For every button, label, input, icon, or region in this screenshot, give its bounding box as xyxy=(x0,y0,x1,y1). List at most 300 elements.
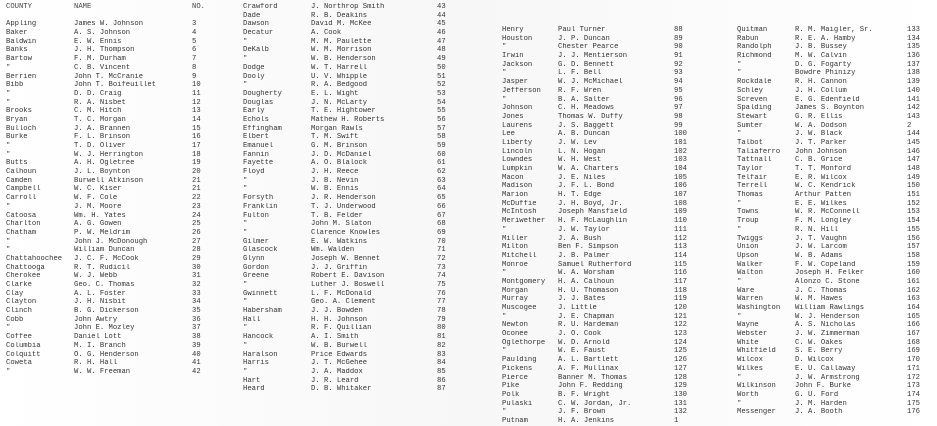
cell-no: 127 xyxy=(674,364,687,373)
cell-no: 118 xyxy=(674,286,687,295)
cell-name: W. F. Cole xyxy=(74,194,118,203)
cell-county: Clayton xyxy=(6,298,37,307)
cell-no: 51 xyxy=(437,72,446,81)
cell-name: J. A. Bush xyxy=(558,234,602,243)
cell-county: Crawford xyxy=(243,3,278,11)
cell-name: L. F. McDonald xyxy=(311,289,372,298)
cell-county: Clinch xyxy=(6,307,32,316)
cell-no: 46 xyxy=(437,29,446,38)
cell-county: Baker xyxy=(6,29,28,38)
cell-no: 74 xyxy=(437,272,446,281)
cell-county: White xyxy=(737,338,759,347)
cell-name: J. H. Thompson xyxy=(74,46,135,55)
cell-no: 90 xyxy=(674,43,683,52)
cell-county: Appling xyxy=(6,20,37,29)
cell-no: 132 xyxy=(674,408,687,417)
cell-no: 117 xyxy=(674,277,687,286)
cell-no: 146 xyxy=(907,147,920,156)
cell-no: 110 xyxy=(674,217,687,226)
cell-no: 126 xyxy=(674,356,687,365)
cell-name: J. F. L. Bond xyxy=(558,182,615,191)
cell-name: R. U. Hardeman xyxy=(558,321,619,330)
cell-county: Camden xyxy=(6,176,32,185)
cell-no: 176 xyxy=(907,408,920,417)
cell-county: Pickens xyxy=(502,364,533,373)
cell-no: 77 xyxy=(437,298,446,307)
cell-county: Newton xyxy=(502,321,528,330)
cell-county: " xyxy=(6,89,11,98)
cell-no: 58 xyxy=(437,133,446,142)
header-county: COUNTY xyxy=(6,3,32,11)
cell-county: " xyxy=(6,150,11,159)
cell-name: J. W. Taylor xyxy=(558,225,610,234)
cell-no: 170 xyxy=(907,356,920,365)
cell-no: 61 xyxy=(437,159,446,168)
cell-county: " xyxy=(243,341,248,350)
cell-name: B. G. Dickerson xyxy=(74,307,139,316)
cell-county: Dooly xyxy=(243,72,265,81)
cell-county: Gilmer xyxy=(243,237,269,246)
cell-county: Montgomery xyxy=(502,277,546,286)
cell-name: R. A. Bedgood xyxy=(311,81,368,90)
cell-county: DeKalb xyxy=(243,46,269,55)
cell-name: J. Northrop Smith xyxy=(311,3,385,11)
cell-name: J. H. Nisbit xyxy=(74,298,126,307)
cell-no: 134 xyxy=(907,34,920,43)
cell-name: W. D. Arnold xyxy=(558,338,610,347)
cell-name: R. H. Cannon xyxy=(795,78,847,87)
cell-name: Price Edwards xyxy=(311,350,368,359)
cell-name: Joseph W. Bennet xyxy=(311,254,381,263)
cell-name: W. B. Ennis xyxy=(311,185,359,194)
cell-no: 18 xyxy=(192,150,201,159)
header-name: NAME xyxy=(74,3,92,11)
cell-no: 34 xyxy=(192,298,201,307)
cell-county: Charlton xyxy=(6,220,41,229)
cell-name: W. J. Henderson xyxy=(795,312,860,321)
cell-no: 50 xyxy=(437,63,446,72)
cell-name: G. R. Ellis xyxy=(795,112,843,121)
cell-no: 6 xyxy=(192,46,197,55)
cell-name: R. A. Nisbet xyxy=(74,98,126,107)
cell-county: Lumpkin xyxy=(502,165,533,173)
cell-name: John E. Mozley xyxy=(74,324,135,333)
cell-no: 69 xyxy=(437,228,446,237)
cell-no: 152 xyxy=(907,199,920,208)
cell-no: 10 xyxy=(192,81,201,90)
cell-county: Brooks xyxy=(6,107,32,116)
cell-name: M. W. Calvin xyxy=(795,52,847,61)
cell-no: 64 xyxy=(437,185,446,194)
cell-no: 114 xyxy=(674,251,687,260)
cell-no: 78 xyxy=(437,307,446,316)
cell-county: Gwinnett xyxy=(243,289,278,298)
cell-no: 15 xyxy=(192,124,201,133)
cell-name: H. A. Calhoun xyxy=(558,277,615,286)
cell-name: W. T. Harrell xyxy=(311,63,368,72)
cell-no: 105 xyxy=(674,173,687,182)
cell-name: W. R. McConnell xyxy=(795,208,860,217)
cell-no: 40 xyxy=(192,350,201,359)
cell-no: 95 xyxy=(674,86,683,95)
cell-name: D. B. Whitaker xyxy=(311,385,372,394)
cell-name: P. W. Meldrim xyxy=(74,228,131,237)
cell-name: W. C. Kiser xyxy=(74,185,122,194)
cell-county: Echols xyxy=(243,115,269,124)
cell-name: Wm. Walden xyxy=(311,246,355,255)
cell-no: 155 xyxy=(907,225,920,234)
cell-name: W. A. Charters xyxy=(558,165,619,173)
cell-no: 70 xyxy=(437,237,446,246)
cell-county: Pike xyxy=(502,382,520,391)
cell-no: 174 xyxy=(907,390,920,399)
cell-county: Jones xyxy=(502,112,524,121)
cell-county: " xyxy=(502,408,507,417)
cell-name: Samuel Rutherford xyxy=(558,260,632,269)
cell-no: 83 xyxy=(437,350,446,359)
cell-no: 106 xyxy=(674,182,687,191)
cell-county: Calhoun xyxy=(6,168,37,177)
cell-county: Jackson xyxy=(502,60,533,69)
cell-no: 48 xyxy=(437,46,446,55)
cell-name: J. H. Reece xyxy=(311,168,359,177)
cell-county: Clarke xyxy=(6,281,32,289)
cell-no: 92 xyxy=(674,60,683,69)
cell-county: Coweta xyxy=(6,359,32,368)
cell-name: A. L. Bartlett xyxy=(558,356,619,365)
cell-county: Glascock xyxy=(243,246,278,255)
cell-county: Stewart xyxy=(737,112,768,121)
cell-no: 91 xyxy=(674,52,683,61)
cell-name: T. D. Oliver xyxy=(74,142,126,150)
cell-county: Harris xyxy=(243,359,269,368)
cell-name: Arthur Patten xyxy=(795,191,852,200)
cell-no: 171 xyxy=(907,364,920,373)
cell-county: " xyxy=(243,281,248,289)
cell-county: Effingham xyxy=(243,124,282,133)
cell-county: " xyxy=(502,347,507,356)
cell-county: Cherokee xyxy=(6,272,41,281)
cell-no: 98 xyxy=(674,112,683,121)
cell-no: 54 xyxy=(437,98,446,107)
cell-county: Screven xyxy=(737,95,768,104)
cell-name: Paul Turner xyxy=(558,26,606,34)
cell-no: 102 xyxy=(674,147,687,156)
cell-name: H. F. McLaughlin xyxy=(558,217,628,226)
cell-county: Dougherty xyxy=(243,89,282,98)
cell-name: J. J. Bowden xyxy=(311,307,363,316)
cell-county: Butts xyxy=(6,159,28,168)
cell-county: Troup xyxy=(737,217,759,226)
cell-county: Milton xyxy=(502,243,528,252)
cell-no: 38 xyxy=(192,333,201,342)
cell-no: 165 xyxy=(907,312,920,321)
cell-no: 160 xyxy=(907,269,920,278)
cell-county: Polk xyxy=(502,390,520,399)
cell-no: 57 xyxy=(437,124,446,133)
cell-county: Pierce xyxy=(502,373,528,382)
cell-name: H. H. Johnson xyxy=(311,315,368,324)
cell-no: 9 xyxy=(192,72,197,81)
cell-county: " xyxy=(243,367,248,376)
cell-no: 159 xyxy=(907,260,920,269)
cell-name: Alonzo C. Stone xyxy=(795,277,860,286)
cell-no: 29 xyxy=(192,254,201,263)
cell-county: Glynn xyxy=(243,254,265,263)
cell-county: Morgan xyxy=(502,286,528,295)
cell-county: Colquitt xyxy=(6,350,41,359)
cell-county: " xyxy=(243,298,248,307)
cell-no: 96 xyxy=(674,95,683,104)
cell-county: Monroe xyxy=(502,260,528,269)
cell-county: Clay xyxy=(6,289,24,298)
header-no: NO. xyxy=(192,3,205,11)
cell-name: D. D. Craig xyxy=(74,89,122,98)
cell-county: Terrell xyxy=(737,182,768,191)
cell-name: John J. McDonough xyxy=(74,237,148,246)
cell-name: James W. Johnson xyxy=(74,20,144,29)
cell-name: Wm. H. Yates xyxy=(74,211,126,220)
cell-no: 157 xyxy=(907,243,920,252)
cell-no: 149 xyxy=(907,173,920,182)
cell-name: John M. Slaton xyxy=(311,220,372,229)
cell-name: A. S. Nicholas xyxy=(795,321,856,330)
cell-no: 124 xyxy=(674,338,687,347)
cell-county: Forsyth xyxy=(243,194,274,203)
cell-name: A. G. Gowen xyxy=(74,220,122,229)
cell-county: Quitman xyxy=(737,26,768,34)
cell-name: A. L. Foster xyxy=(74,289,126,298)
cell-no: 100 xyxy=(674,130,687,139)
cell-county: Laurens xyxy=(502,121,533,130)
cell-county: Chatham xyxy=(6,228,37,237)
cell-county: Hart xyxy=(243,376,261,385)
cell-name: J. B. Nevin xyxy=(311,176,359,185)
cell-name: J. D. McDaniel xyxy=(311,150,372,159)
cell-county: Putnam xyxy=(502,416,528,425)
cell-no: 85 xyxy=(437,367,446,376)
cell-name: C. W. Jordan, Jr. xyxy=(558,399,632,408)
cell-no: 73 xyxy=(437,263,446,272)
cell-no: 26 xyxy=(192,228,201,237)
cell-name: R. B. Deakins xyxy=(311,11,368,20)
cell-name: J. E. Niles xyxy=(558,173,606,182)
cell-county: " xyxy=(6,142,11,150)
cell-county: Houston xyxy=(502,34,533,43)
cell-name: E. U. Callaway xyxy=(795,364,856,373)
cell-county: Miller xyxy=(502,234,528,243)
cell-no: 121 xyxy=(674,312,687,321)
cell-no: 172 xyxy=(907,373,920,382)
cell-county: " xyxy=(737,225,742,234)
cell-no: 175 xyxy=(907,399,920,408)
cell-no: 13 xyxy=(192,107,201,116)
cell-no: 169 xyxy=(907,347,920,356)
cell-no: 86 xyxy=(437,376,446,385)
cell-no: 161 xyxy=(907,277,920,286)
cell-name: F. L. Brinson xyxy=(74,133,131,142)
cell-county: Towns xyxy=(737,208,759,217)
cell-county: Baldwin xyxy=(6,37,37,46)
cell-no: 130 xyxy=(674,390,687,399)
cell-name: J. J. Bates xyxy=(558,295,606,304)
cell-name: A. O. Blalock xyxy=(311,159,368,168)
cell-no: 167 xyxy=(907,330,920,339)
cell-name: T. B. Felder xyxy=(311,211,363,220)
cell-name: Clarence Knowles xyxy=(311,228,381,237)
cell-name: E. E. Wilkes xyxy=(795,199,847,208)
cell-name: Bowdre Phinizy xyxy=(795,69,856,78)
cell-county: Douglas xyxy=(243,98,274,107)
cell-name: J. B. Bussey xyxy=(795,43,847,52)
cell-county: Oconee xyxy=(502,330,528,339)
cell-county: Burke xyxy=(6,133,28,142)
cell-county: " xyxy=(6,367,11,376)
cell-no: 148 xyxy=(907,165,920,173)
cell-no: 43 xyxy=(437,3,446,11)
cell-no: 20 xyxy=(192,168,201,177)
cell-name: C. B. Grice xyxy=(795,156,843,165)
cell-name: A. F. Mullinax xyxy=(558,364,619,373)
cell-name: J. E. Chapman xyxy=(558,312,615,321)
cell-name: W. A. Dodson xyxy=(795,121,847,130)
cell-county: Richmond xyxy=(737,52,772,61)
cell-no: 125 xyxy=(674,347,687,356)
cell-no: 33 xyxy=(192,289,201,298)
cell-no: 84 xyxy=(437,359,446,368)
cell-name: John F. Redding xyxy=(558,382,623,391)
cell-name: J. W. Larcom xyxy=(795,243,847,252)
cell-name: R. M. Maigler, Sr. xyxy=(795,26,873,34)
cell-no: 89 xyxy=(674,34,683,43)
cell-name: J. A. Brannen xyxy=(74,124,131,133)
cell-county: Fannin xyxy=(243,150,269,159)
cell-no: 67 xyxy=(437,211,446,220)
cell-county: Liberty xyxy=(502,138,533,147)
cell-no: 45 xyxy=(437,20,446,29)
cell-county: Carroll xyxy=(6,194,37,203)
cell-no: 59 xyxy=(437,142,446,150)
cell-name: W. B. Burwell xyxy=(311,341,368,350)
cell-county: Telfair xyxy=(737,173,768,182)
cell-no: 99 xyxy=(674,121,683,130)
cell-county: Spalding xyxy=(737,104,772,113)
cell-no: 151 xyxy=(907,191,920,200)
cell-county: Fayette xyxy=(243,159,274,168)
cell-county: Union xyxy=(737,243,759,252)
cell-county: Rabun xyxy=(737,34,759,43)
cell-no: 115 xyxy=(674,260,687,269)
cell-no: 42 xyxy=(192,367,201,376)
cell-no: 81 xyxy=(437,333,446,342)
cell-name: T. M. Swift xyxy=(311,133,359,142)
cell-county: " xyxy=(737,60,742,69)
cell-name: T. E. Hightower xyxy=(311,107,376,116)
cell-name: J. T. Vaughn xyxy=(795,234,847,243)
cell-county: Lee xyxy=(502,130,515,139)
cell-no: 164 xyxy=(907,304,920,312)
cell-no: 30 xyxy=(192,263,201,272)
cell-no: 62 xyxy=(437,168,446,177)
cell-no: 31 xyxy=(192,272,201,281)
cell-no: 88 xyxy=(674,26,683,34)
cell-county: Bartow xyxy=(6,55,32,64)
cell-county: Catoosa xyxy=(6,211,37,220)
cell-county: " xyxy=(6,246,11,255)
cell-county: Chattooga xyxy=(6,263,45,272)
cell-name: J. C. F. McCook xyxy=(74,254,139,263)
cell-county: Ware xyxy=(737,286,755,295)
cell-name: W. J. McMichael xyxy=(558,78,623,87)
cell-county: Tattnall xyxy=(737,156,772,165)
cell-name: T. T. Monford xyxy=(795,165,852,173)
cell-name: O. G. Henderson xyxy=(74,350,139,359)
cell-no: 143 xyxy=(907,112,920,121)
cell-county: " xyxy=(502,69,507,78)
cell-county: Columbia xyxy=(6,341,41,350)
cell-no: 12 xyxy=(192,98,201,107)
cell-county: Warren xyxy=(737,295,763,304)
cell-name: J. N. McLarty xyxy=(311,98,368,107)
cell-name: D. Wilcox xyxy=(795,356,834,365)
cell-name: J. B. Palmer xyxy=(558,251,610,260)
cell-name: J. J. Mentierson xyxy=(558,52,628,61)
cell-name: J. T. Parker xyxy=(795,138,847,147)
cell-county: Campbell xyxy=(6,185,41,194)
cell-name: W. M. Hawes xyxy=(795,295,843,304)
cell-county: Rockdale xyxy=(737,78,772,87)
cell-name: J. A. Booth xyxy=(795,408,843,417)
cell-name: M. M. Paulette xyxy=(311,37,372,46)
cell-no: 16 xyxy=(192,133,201,142)
cell-name: T. C. Morgan xyxy=(74,115,126,124)
cell-county: Meriwether xyxy=(502,217,546,226)
cell-name: Geo. A. Clement xyxy=(311,298,376,307)
cell-county: " xyxy=(737,277,742,286)
cell-no: 108 xyxy=(674,199,687,208)
cell-no: 63 xyxy=(437,176,446,185)
cell-no: 173 xyxy=(907,382,920,391)
cell-county: Cobb xyxy=(6,315,24,324)
cell-name: H. A. Jenkins xyxy=(558,416,615,425)
cell-name: R. N. Hill xyxy=(795,225,839,234)
cell-county: Webster xyxy=(737,330,768,339)
cell-county: Berrien xyxy=(6,72,37,81)
cell-no: 135 xyxy=(907,43,920,52)
cell-name: A. S. Johnson xyxy=(74,29,131,38)
cell-name: W. E. Faust xyxy=(558,347,606,356)
cell-name: J. H. Collum xyxy=(795,86,847,95)
cell-name: A. B. Duncan xyxy=(558,130,610,139)
cell-name: Geo. C. Thomas xyxy=(74,281,135,289)
cell-no: 21 xyxy=(192,176,201,185)
cell-county: Irwin xyxy=(502,52,524,61)
cell-name: T. J. Underwood xyxy=(311,202,376,211)
cell-county: Mitchell xyxy=(502,251,537,260)
cell-county: Randolph xyxy=(737,43,772,52)
cell-county: Early xyxy=(243,107,265,116)
cell-name: U. V. Whipple xyxy=(311,72,368,81)
cell-county: " xyxy=(243,176,248,185)
cell-no: 97 xyxy=(674,104,683,113)
cell-name: James S. Boynton xyxy=(795,104,865,113)
cell-name: John Johnson xyxy=(795,147,847,156)
cell-name: W. H. West xyxy=(558,156,602,165)
cell-county: Hancock xyxy=(243,333,274,342)
cell-no: 145 xyxy=(907,138,920,147)
cell-no: 166 xyxy=(907,321,920,330)
cell-no: 94 xyxy=(674,78,683,87)
